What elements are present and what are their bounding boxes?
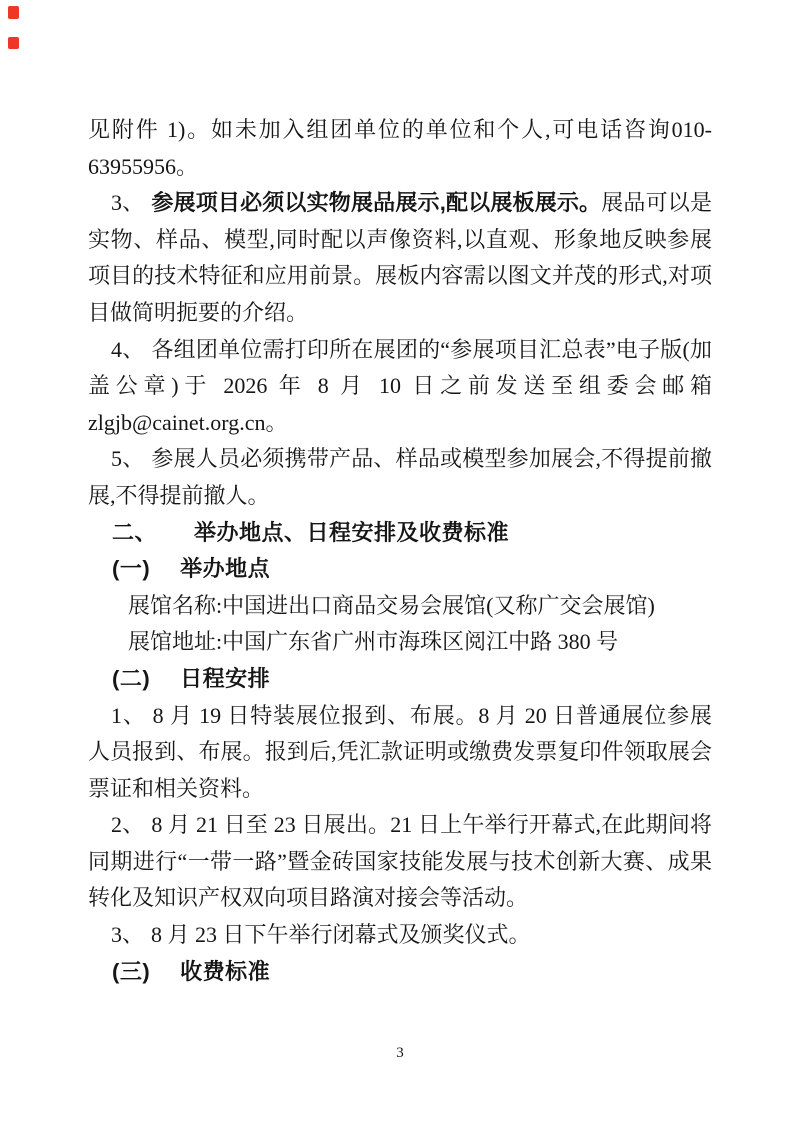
paragraph-text: 8 月 23 日下午举行闭幕式及颁奖仪式。 <box>151 922 531 948</box>
list-number: 2、 <box>111 812 145 838</box>
list-number: 5、 <box>111 446 145 472</box>
subsection-title: 日程安排 <box>180 665 271 691</box>
paragraph-text: 参展人员必须携带产品、样品或模型参加展会,不得提前撤展,不得提前撤人。 <box>88 446 712 508</box>
list-item-4 <box>88 332 712 442</box>
paragraph-text: 见附件 1)。如未加入组团单位的单位和个人,可电话咨询010-63955956。 <box>88 117 712 179</box>
venue-address-line <box>88 624 712 661</box>
list-number: 1、 <box>111 702 146 728</box>
list-number: 3、 <box>111 190 145 216</box>
section-heading-2 <box>88 515 712 552</box>
subsection-label: (一) <box>112 556 151 582</box>
red-annotation-mark-icon <box>8 37 19 49</box>
list-number: 3、 <box>111 922 145 948</box>
venue-name-line <box>88 588 712 625</box>
list-item-5 <box>88 441 712 514</box>
subsection-heading-1 <box>88 551 712 588</box>
subsection-label: (二) <box>112 665 151 691</box>
section-title: 举办地点、日程安排及收费标准 <box>194 519 510 545</box>
section-label: 二、 <box>112 519 158 545</box>
schedule-item-2 <box>88 807 712 917</box>
paragraph-text: 展品可以是实物、样品、模型,同时配以声像资料,以直观、形象地反映参展项目的技术特征和应用前景。展板内容需以图文并茂的形式,对项目做简明扼要的介绍。 <box>88 190 712 325</box>
subsection-heading-3 <box>88 954 712 991</box>
subsection-title: 收费标准 <box>180 958 271 984</box>
subsection-title: 举办地点 <box>180 556 271 582</box>
paragraph-text: 各组团单位需打印所在展团的“参展项目汇总表”电子版(加盖公章)于 2026 年 8 月 10 日之前发送至组委会邮箱zlgjb@cainet.org.cn。 <box>88 336 712 435</box>
list-number: 4、 <box>111 336 145 362</box>
paragraph-text: 8 月 21 日至 23 日展出。21 日上午举行开幕式,在此期间将同期进行“一带一路”暨金砖国家技能发展与技术创新大赛、成果转化及知识产权双向项目路演对接会等活动。 <box>88 812 712 911</box>
paragraph-text: 8 月 19 日特装展位报到、布展。8 月 20 日普通展位参展人员报到、布展。报到后,凭汇款证明或缴费发票复印件领取展会票证和相关资料。 <box>88 702 712 801</box>
paragraph-continuation <box>88 112 712 185</box>
subsection-label: (三) <box>112 958 151 984</box>
paragraph-text: 展馆名称:中国进出口商品交易会展馆(又称广交会展馆) <box>128 592 655 618</box>
red-annotation-mark-icon <box>8 6 19 19</box>
subsection-heading-2 <box>88 661 712 698</box>
page-number: 3 <box>396 1045 404 1061</box>
paragraph-text: 展馆地址:中国广东省广州市海珠区阅江中路 380 号 <box>128 629 619 655</box>
schedule-item-3 <box>88 917 712 954</box>
schedule-item-1 <box>88 698 712 808</box>
document-body <box>88 112 712 990</box>
emphasized-text: 参展项目必须以实物展品展示,配以展板展示。 <box>151 190 602 216</box>
list-item-3 <box>88 185 712 331</box>
